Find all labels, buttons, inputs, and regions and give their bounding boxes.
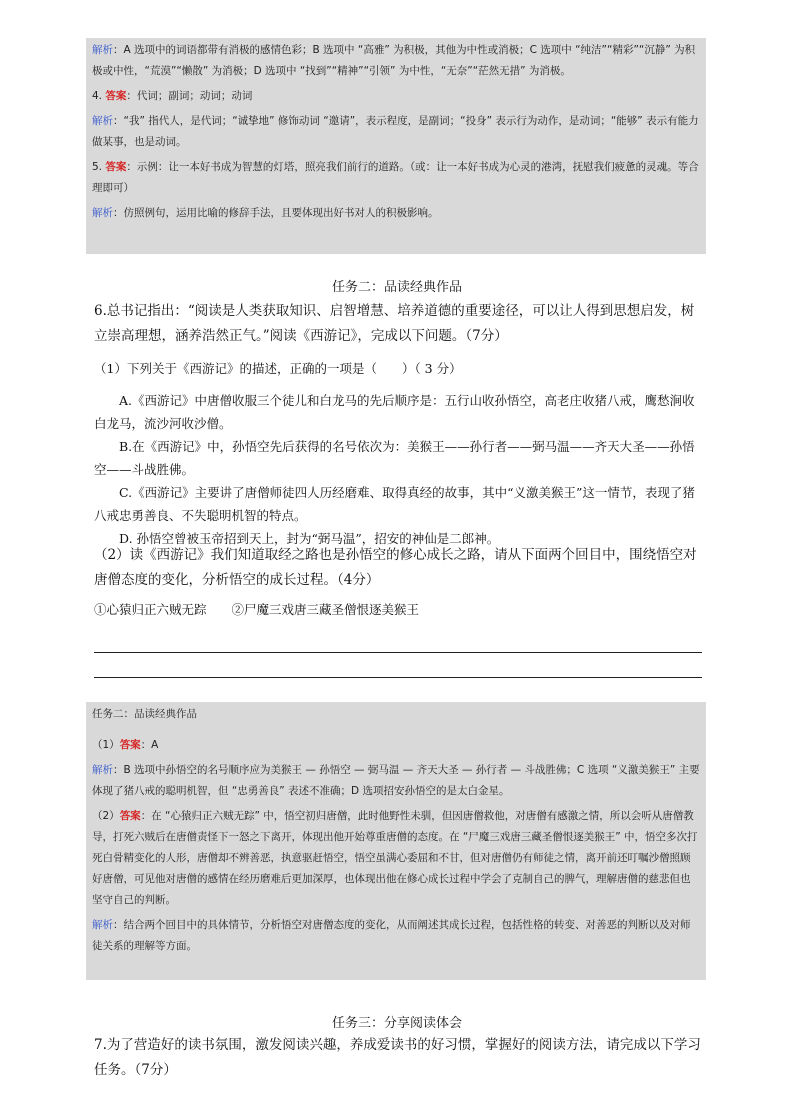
analysis-paragraph-5: 解析：仿照例句，运用比喻的修辞手法，且要体现出好书对人的积极影响。: [92, 207, 439, 219]
option-b: B.在《西游记》中，孙悟空先后获得的名号依次为：美猴王——孙行者——弼马温——齐天大圣——孙悟空——斗战胜佛。: [94, 439, 695, 477]
question-6-options: [94, 389, 706, 550]
analysis-6-1: 解析：B 选项中孙悟空的名号顺序应为美猴王 — 孙悟空 — 弼马温 — 齐天大圣 — 孙行者 — 斗战胜佛；C 选项 “义激美猴王” 主要体现了猪八戒的聪明机智，但 “忠勇善良” 表述不准确；D 选项招安孙悟空的是太白金星。: [92, 764, 700, 797]
analysis-label: 解析: [92, 764, 113, 776]
question-7-stem: 7.为了营造好的读书氛围，激发阅读兴趣，养成爱读书的好习惯，掌握好的阅读方法，请完成以下学习任务。（7分）: [94, 1037, 701, 1078]
question-6-part-1: [94, 357, 706, 380]
analysis-label: 解析: [92, 919, 113, 931]
answer-5: 5. 答案：示例：让一本好书成为智慧的灯塔，照亮我们前行的道路。（或：让一本好书成为心灵的港湾，抚慰我们疲惫的灵魂。等合理即可）: [92, 161, 699, 194]
sub-question-1: （1）下列关于《西游记》的描述，正确的一项是（ ）（ 3 分）: [94, 361, 462, 376]
answer-label: 答案: [105, 161, 127, 173]
answer-box-1: [86, 38, 706, 254]
answer-6-1: （1）答案：A: [92, 739, 159, 751]
task3-heading: 任务三：分享阅读体会: [331, 1016, 462, 1031]
analysis-6-2: 解析：结合两个回目中的具体情节，分析悟空对唐僧态度的变化，从而阐述其成长过程，包括性格的转变、对善恶的判断以及对师徒关系的理解等方面。: [92, 919, 691, 952]
analysis-label: 解析: [92, 44, 113, 56]
answer-line-2: [94, 677, 702, 678]
answer-box-2-title: 任务二：品读经典作品: [92, 708, 197, 720]
analysis-paragraph-4: 解析：“我” 指代人，是代词；“诚挚地” 修饰动词 “邀请”，表示程度，是副词；“投身” 表示行为动作，是动词；“能够” 表示有能力做某事，也是动词。: [92, 115, 699, 148]
answer-label: 答案: [119, 810, 141, 822]
answer-label: 答案: [105, 90, 127, 102]
task2-heading: 任务二：品读经典作品: [331, 280, 462, 295]
analysis-label: 解析: [92, 207, 113, 219]
answer-box-2: [86, 702, 706, 980]
option-d: D. 孙悟空曾被玉帝招到天上，封为“弼马温”，招安的神仙是二郎神。: [119, 531, 500, 546]
answer-line-1: [94, 652, 702, 653]
answer-6-2: （2）答案：在 “心猿归正六贼无踪” 中，悟空初归唐僧，此时他野性未驯，但因唐僧救他，对唐僧有感激之情，所以会听从唐僧教导，打死六贼后在唐僧责怪下一怒之下离开，体现出他开始尊重唐僧的态度。在 “尸魔三戏唐三藏圣僧恨逐美猴王” 中，悟空多次打死白骨精变化的人形，唐僧却不辨善恶，执意驱赶悟空，悟空虽满心委屈和不甘，但对唐僧仍有师徒之情，离开前还叮嘱沙僧照顾好唐僧，可见他对唐僧的感情在经历磨难后更加深厚，也体现出他在修心成长过程中学会了克制自己的脾气，理解唐僧的慈悲但也坚守自己的判断。: [92, 810, 698, 906]
chapter-titles: ①心猿归正六贼无踪 ②尸魔三戏唐三藏圣僧恨逐美猴王: [94, 602, 420, 617]
answer-label: 答案: [119, 739, 141, 751]
question-6-stem: 6.总书记指出：“阅读是人类获取知识、启智增慧、培养道德的重要途径，可以让人得到思想启发，树立崇高理想，涵养浩然正气。”阅读《西游记》，完成以下问题。（7分）: [94, 303, 695, 344]
analysis-label: 解析: [92, 115, 113, 127]
option-a: A.《西游记》中唐僧收服三个徒儿和白龙马的先后顺序是：五行山收孙悟空，高老庄收猪八戒，鹰愁涧收白龙马，流沙河收沙僧。: [94, 393, 695, 431]
analysis-paragraph-1: 解析：A 选项中的词语都带有消极的感情色彩；B 选项中 “高雅” 为积极，其他为中性或消极；C 选项中 “纯洁”“精彩”“沉静” 为积极或中性，“荒漠”“懒散” 为消极；D 选项中 “找到”“精神”“引领” 为中性，“无奈”“茫然无措” 为消极。: [92, 44, 696, 77]
question-6-part-2: （2）读《西游记》我们知道取经之路也是孙悟空的修心成长之路，请从下面两个回目中，围绕悟空对唐僧态度的变化，分析悟空的成长过程。（4分）: [94, 547, 697, 588]
option-c: C.《西游记》主要讲了唐僧师徒四人历经磨难、取得真经的故事，其中“义激美猴王”这一情节，表现了猪八戒忠勇善良、不失聪明机智的特点。: [94, 485, 695, 523]
answer-4: 4. 答案：代词；副词；动词；动词: [92, 90, 253, 102]
